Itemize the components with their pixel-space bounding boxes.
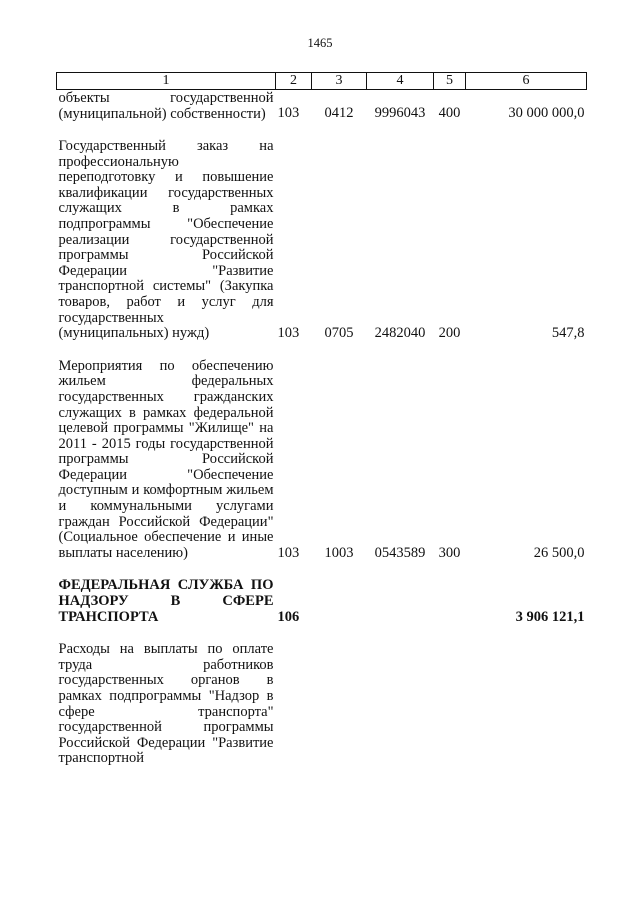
row-name: Государственный заказ на профессиональную переподготовку и повышение квалификации государственных служащих в рамках подпрограммы "Обеспечение реализации государственной программы Российской Федерации "Развитие транспортной системы" (Закупка товаров, работ и услуг для государственных (муниципальных) нужд) xyxy=(58,138,274,342)
row-expense-type: 200 xyxy=(438,325,461,342)
col-header-code: 2 xyxy=(276,73,312,90)
row-expense-type xyxy=(434,578,466,625)
row-name: объекты государственной (муниципальной) собственности) xyxy=(58,90,274,122)
row-section: 1003 xyxy=(324,544,354,561)
row-target: 2482040 xyxy=(374,325,426,342)
table-row xyxy=(57,90,587,123)
row-section xyxy=(312,578,367,625)
budget-table xyxy=(56,72,587,767)
row-name: Мероприятия по обеспечению жильем федеральных государственных гражданских служащих в рамках федеральной целевой программы "Жилище" на 2011 - 2015 годы государственной программы Российской Федерации "Обеспечение доступным и комфортным жильем и коммунальными услугами граждан Российской Федерации" (Социальное обеспечение и иные выплаты населению) xyxy=(58,357,274,561)
row-amount xyxy=(466,642,587,767)
col-header-name: 1 xyxy=(57,73,276,90)
row-target: 0543589 xyxy=(374,544,426,561)
row-amount: 26 500,0 xyxy=(533,544,585,561)
table-row xyxy=(57,139,587,342)
row-target xyxy=(367,642,434,767)
row-code: 103 xyxy=(277,325,300,342)
row-section: 0705 xyxy=(324,325,354,342)
row-target xyxy=(367,578,434,625)
table-row xyxy=(57,578,587,625)
row-name: ФЕДЕРАЛЬНАЯ СЛУЖБА ПО НАДЗОРУ В СФЕРЕ ТРАНСПОРТА xyxy=(58,577,274,625)
row-expense-type: 400 xyxy=(438,105,461,122)
row-target: 9996043 xyxy=(374,105,426,122)
col-header-expense-type: 5 xyxy=(434,73,466,90)
row-section: 0412 xyxy=(324,105,354,122)
header-row xyxy=(57,73,587,90)
page-number: 1465 xyxy=(307,36,333,50)
row-amount: 30 000 000,0 xyxy=(508,105,585,122)
row-code xyxy=(276,642,312,767)
row-code: 103 xyxy=(277,544,300,561)
row-name: Расходы на выплаты по оплате труда работников государственных органов в рамках подпрограммы "Надзор в сфере транспорта" государственной программы Российской Федерации "Развитие транспортной xyxy=(58,641,274,767)
row-code: 103 xyxy=(277,105,300,122)
row-expense-type: 300 xyxy=(438,544,461,561)
col-header-section: 3 xyxy=(312,73,367,90)
col-header-target: 4 xyxy=(367,73,434,90)
col-header-amount: 6 xyxy=(466,73,587,90)
table-row xyxy=(57,642,587,767)
table-row xyxy=(57,359,587,562)
row-amount: 3 906 121,1 xyxy=(515,608,585,625)
row-expense-type xyxy=(434,642,466,767)
row-code: 106 xyxy=(277,608,300,625)
row-amount: 547,8 xyxy=(551,325,585,342)
row-section xyxy=(312,642,367,767)
